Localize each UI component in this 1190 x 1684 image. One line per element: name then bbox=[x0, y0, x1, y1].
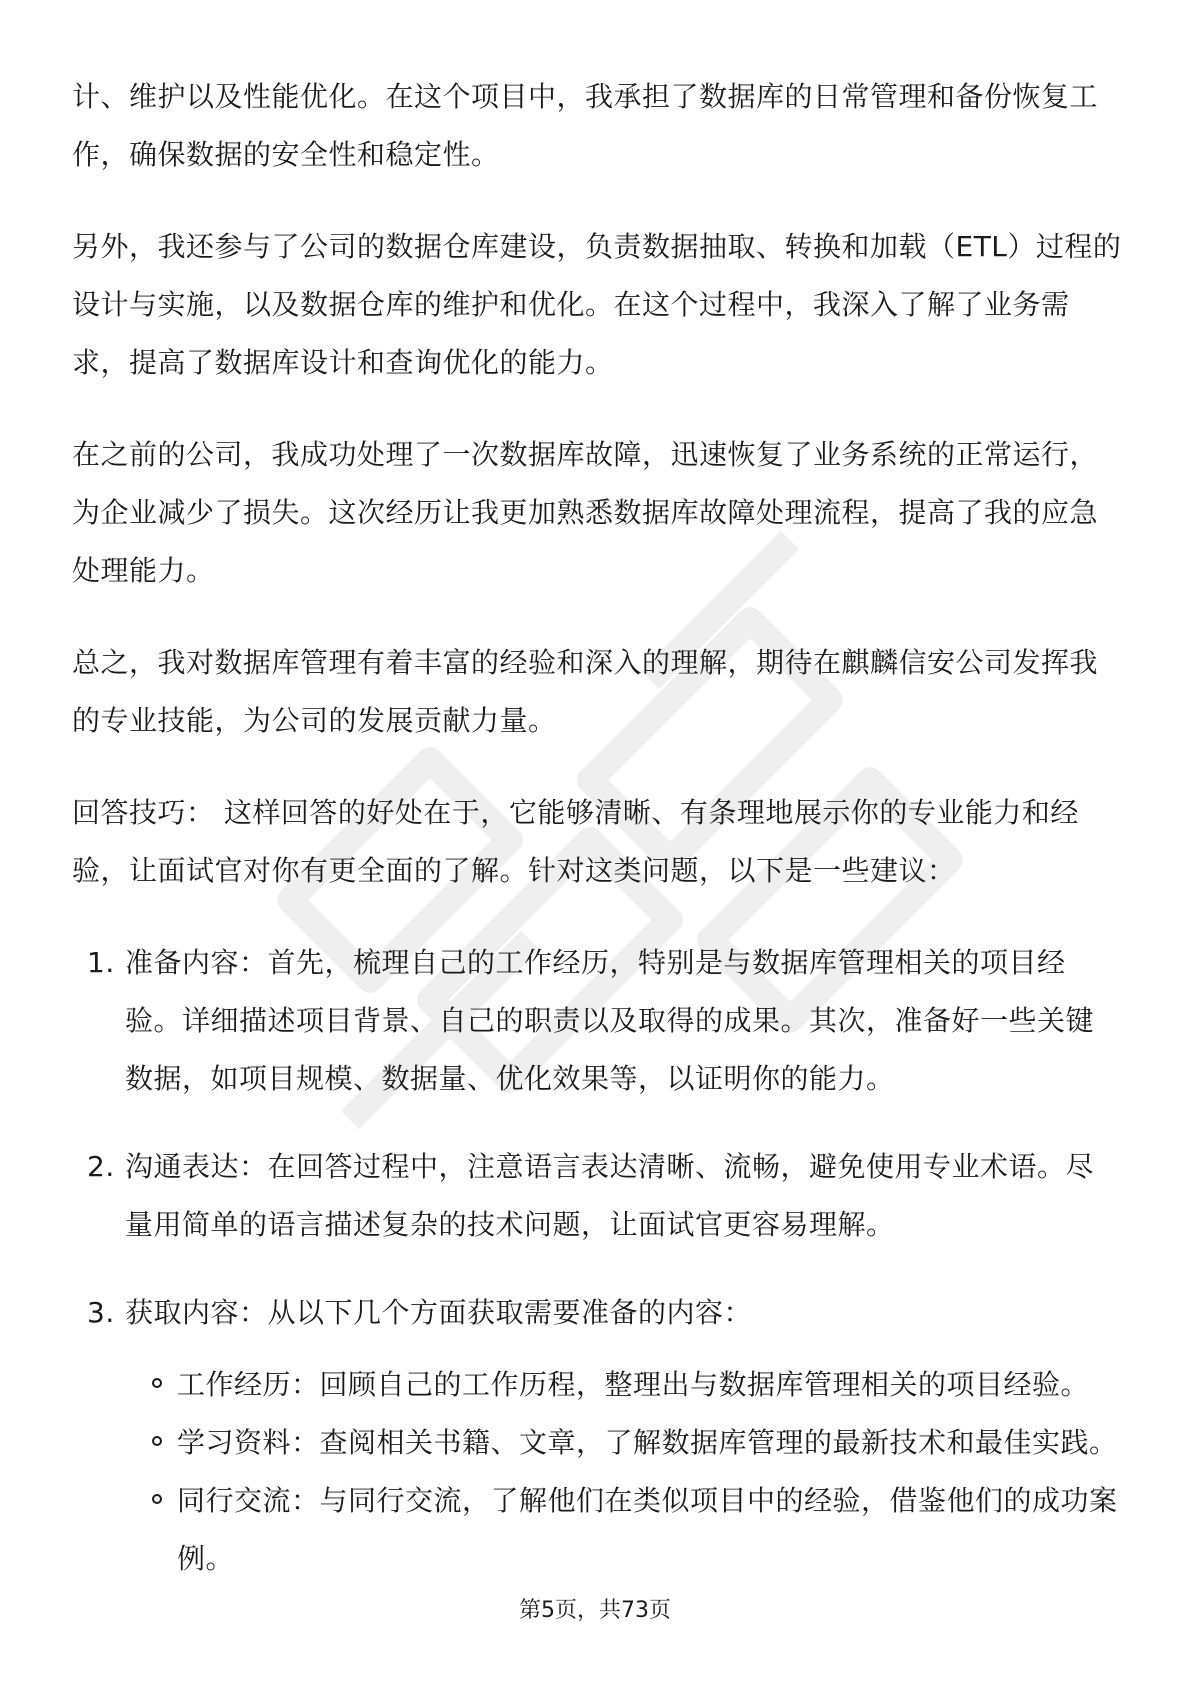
paragraph-project-duties: 计、维护以及性能优化。在这个项目中，我承担了数据库的日常管理和备份恢复工作，确保数据的安全性和稳定性。 bbox=[72, 80, 1099, 171]
paragraph-summary: 总之，我对数据库管理有着丰富的经验和深入的理解，期待在麒麟信安公司发挥我的专业技能，为公司的发展贡献力量。 bbox=[72, 646, 1099, 737]
sub-item bbox=[125, 1472, 1122, 1588]
tips-list bbox=[72, 934, 1122, 1588]
sub-item bbox=[125, 1414, 1122, 1472]
tip-item bbox=[72, 934, 1122, 1108]
tip-text: 准备内容：首先，梳理自己的工作经历，特别是与数据库管理相关的项目经验。详细描述项目背景、自己的职责以及取得的成果。其次，准备好一些关键数据，如项目规模、数据量、优化效果等，以证明你的能力。 bbox=[125, 946, 1095, 1095]
tip-number: 2. bbox=[87, 1150, 115, 1183]
tip-number: 3. bbox=[87, 1296, 115, 1329]
hollow-bullet-icon bbox=[152, 1494, 162, 1504]
paragraph-incident-handling: 在之前的公司，我成功处理了一次数据库故障，迅速恢复了业务系统的正常运行，为企业减少了损失。这次经历让我更加熟悉数据库故障处理流程，提高了我的应急处理能力。 bbox=[72, 438, 1099, 587]
sub-item bbox=[125, 1356, 1122, 1414]
sub-item-text: 学习资料：查阅相关书籍、文章，了解数据库管理的最新技术和最佳实践。 bbox=[177, 1426, 1118, 1459]
paragraph-data-warehouse: 另外，我还参与了公司的数据仓库建设，负责数据抽取、转换和加载（ETL）过程的设计与实施，以及数据仓库的维护和优化。在这个过程中，我深入了解了业务需求，提高了数据库设计和查询优化的能力。 bbox=[72, 230, 1122, 379]
tip-item bbox=[72, 1284, 1122, 1588]
tip-item bbox=[72, 1138, 1122, 1254]
content-area bbox=[72, 68, 1122, 1618]
sub-list bbox=[125, 1356, 1122, 1588]
sub-item-text: 同行交流：与同行交流，了解他们在类似项目中的经验，借鉴他们的成功案例。 bbox=[177, 1484, 1118, 1575]
sub-item-text: 工作经历：回顾自己的工作历程，整理出与数据库管理相关的项目经验。 bbox=[177, 1368, 1090, 1401]
hollow-bullet-icon bbox=[152, 1436, 162, 1446]
tip-text: 获取内容：从以下几个方面获取需要准备的内容： bbox=[125, 1296, 753, 1329]
paragraph-answer-tips: 回答技巧： 这样回答的好处在于，它能够清晰、有条理地展示你的专业能力和经验，让面试官对你有更全面的了解。针对这类问题，以下是一些建议： bbox=[72, 796, 1079, 887]
hollow-bullet-icon bbox=[152, 1378, 162, 1388]
tip-number: 1. bbox=[87, 946, 115, 979]
tip-text: 沟通表达：在回答过程中，注意语言表达清晰、流畅，避免使用专业术语。尽量用简单的语言描述复杂的技术问题，让面试官更容易理解。 bbox=[125, 1150, 1095, 1241]
page-footer: 第5页，共73页 bbox=[519, 1598, 671, 1623]
